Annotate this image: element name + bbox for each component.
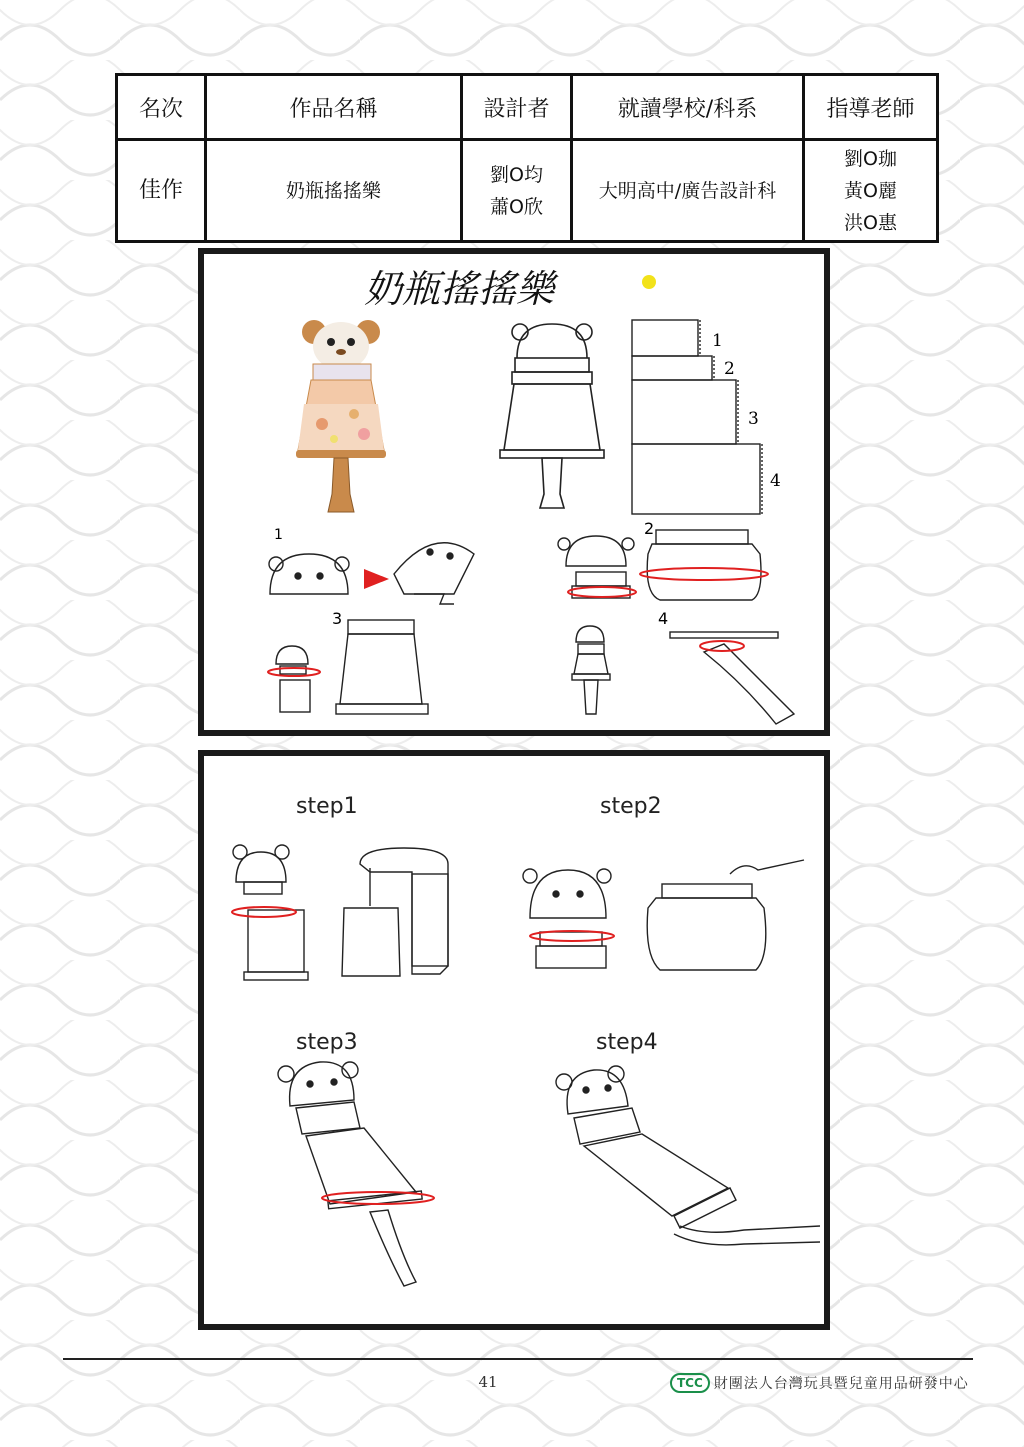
assembly-label: 1	[274, 527, 283, 543]
header-designer: 設計者	[462, 75, 572, 140]
insert-arrow-icon	[364, 569, 389, 589]
cell-rank: 佳作	[117, 140, 206, 242]
teacher-name: 黃O麗	[844, 179, 897, 202]
rotate-arrow-icon	[640, 568, 768, 580]
size-layers-diagram	[632, 320, 762, 514]
product-photo	[296, 320, 386, 512]
size-label: 4	[770, 471, 781, 491]
page-number: 41	[478, 1373, 498, 1391]
table-row	[117, 140, 938, 242]
step-2-label: step2	[600, 794, 662, 819]
cell-school: 大明高中/廣告設計科	[572, 140, 804, 242]
rotate-arrow-icon	[232, 907, 296, 917]
size-label: 3	[748, 409, 759, 429]
product-logo: 奶瓶搖搖樂	[364, 267, 555, 311]
product-illustration	[204, 254, 824, 730]
organization-footer	[670, 1372, 969, 1394]
rotate-arrow-icon	[568, 587, 636, 597]
designer-name: 劉O均	[490, 163, 543, 186]
award-table	[115, 73, 939, 243]
step-1-label: step1	[296, 794, 358, 819]
rotate-arrow-icon	[268, 668, 320, 676]
usage-steps-drawing	[204, 756, 824, 1324]
step-4-drawing	[556, 1066, 820, 1245]
step-2-drawing	[523, 860, 804, 970]
step-3-label: step3	[296, 1030, 358, 1055]
assembly-label: 2	[644, 519, 655, 538]
header-teacher: 指導老師	[804, 75, 938, 140]
size-label: 1	[712, 331, 723, 351]
organization-logo: TCC	[670, 1373, 710, 1393]
step-1-drawing	[233, 845, 448, 980]
header-rank: 名次	[117, 75, 206, 140]
teacher-name: 洪O惠	[844, 211, 897, 234]
rotate-arrow-icon	[700, 641, 744, 651]
assembly-label: 3	[332, 609, 343, 628]
cell-teachers	[804, 140, 938, 242]
table-header-row	[117, 75, 938, 140]
assembly-step-2-drawing	[558, 530, 761, 600]
assembly-step-4-drawing	[572, 626, 794, 724]
cell-designers	[462, 140, 572, 242]
assembly-label: 4	[658, 609, 669, 628]
footer-divider	[63, 1358, 973, 1360]
teacher-name: 劉O珈	[844, 147, 897, 170]
organization-name: 財團法人台灣玩具暨兒童用品研發中心	[713, 1376, 969, 1392]
size-label: 2	[724, 359, 735, 379]
assembly-step-3-drawing	[276, 620, 428, 714]
header-title: 作品名稱	[206, 75, 462, 140]
designer-name: 蕭O欣	[490, 195, 543, 218]
bottle-line-drawing	[500, 324, 604, 508]
step-3-drawing	[278, 1062, 422, 1286]
usage-steps-panel	[198, 750, 830, 1330]
product-illustration-panel	[198, 248, 830, 736]
logo-sun-dot	[642, 275, 656, 289]
step-4-label: step4	[596, 1030, 658, 1055]
header-school: 就讀學校/科系	[572, 75, 804, 140]
cell-title: 奶瓶搖搖樂	[206, 140, 462, 242]
